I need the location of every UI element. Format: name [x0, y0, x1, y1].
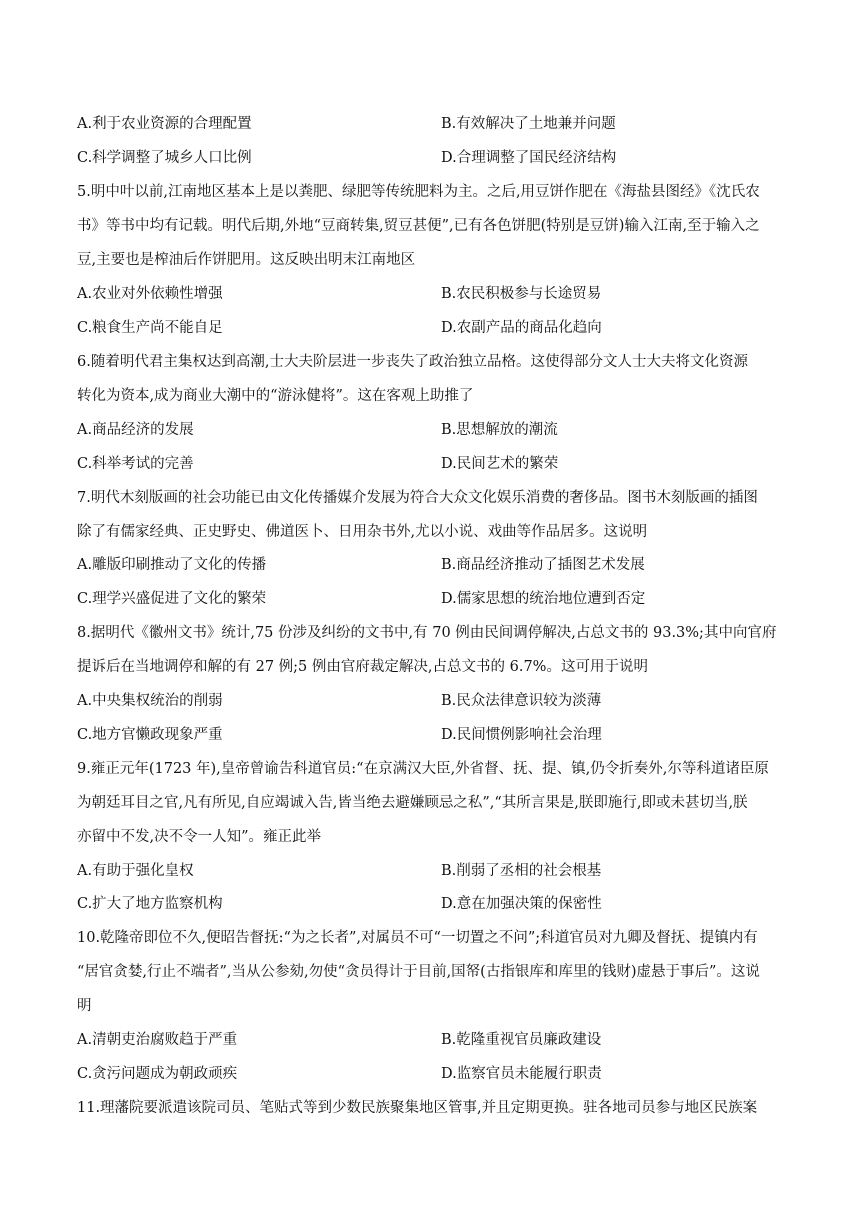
- option-c: C.粮食生产尚不能自足: [77, 320, 223, 336]
- option-c: C.地方官懒政现象严重: [77, 727, 223, 743]
- option-c: C.科举考试的完善: [77, 456, 194, 472]
- option-d: D.合理调整了国民经济结构: [441, 150, 617, 166]
- option-d: D.意在加强决策的保密性: [441, 896, 602, 912]
- question-stem-line: 除了有儒家经典、正史野史、佛道医卜、日用杂书外,尤以小说、戏曲等作品居多。这说明: [77, 524, 648, 540]
- option-a: A.雕版印刷推动了文化的传播: [77, 557, 267, 573]
- question-stem-line: 11.理藩院要派遣该院司员、笔贴式等到少数民族聚集地区管事,并且定期更换。驻各地司员参与地区民族案: [77, 1100, 758, 1116]
- option-a: A.农业对外依赖性增强: [77, 286, 223, 302]
- option-b: B.民众法律意识较为淡薄: [441, 693, 602, 709]
- option-c: C.理学兴盛促进了文化的繁荣: [77, 591, 267, 607]
- option-d: D.农副产品的商品化趋向: [441, 320, 602, 336]
- question-stem-line: 9.雍正元年(1723 年),皇帝曾谕告科道官员:“在京满汉大臣,外省督、抚、提、镇,仍令折奏外,尔等科道诸臣原: [77, 761, 769, 777]
- option-a: A.清朝吏治腐败趋于严重: [77, 1032, 238, 1048]
- option-a: A.有助于强化皇权: [77, 863, 194, 879]
- option-a: A.商品经济的发展: [77, 422, 194, 438]
- question-stem-line: 豆,主要也是榨油后作饼肥用。这反映出明末江南地区: [77, 252, 416, 268]
- option-d: D.民间惯例影响社会治理: [441, 727, 602, 743]
- question-stem-line: 7.明代木刻版画的社会功能已由文化传播媒介发展为符合大众文化娱乐消费的奢侈品。图书木刻版画的插图: [77, 490, 758, 506]
- question-stem-line: 亦留中不发,决不令一人知”。雍正此举: [77, 829, 322, 845]
- option-b: B.农民积极参与长途贸易: [441, 286, 602, 302]
- question-stem-line: 转化为资本,成为商业大潮中的“游泳健将”。这在客观上助推了: [77, 388, 474, 404]
- option-b: B.思想解放的潮流: [441, 422, 558, 438]
- question-stem-line: 书》等书中均有记载。明代后期,外地“豆商转集,贸豆甚便”,已有各色饼肥(特别是豆饼)输入江南,至于输入之: [77, 218, 760, 234]
- question-stem-line: 5.明中叶以前,江南地区基本上是以粪肥、绿肥等传统肥料为主。之后,用豆饼作肥在《海盐县图经》《沈氏农: [77, 184, 760, 200]
- option-b: B.削弱了丞相的社会根基: [441, 863, 602, 879]
- question-stem-line: 8.据明代《徽州文书》统计,75 份涉及纠纷的文书中,有 70 例由民间调停解决,占总文书的 93.3%;其中向官府: [77, 625, 777, 641]
- option-b: B.有效解决了土地兼并问题: [441, 116, 616, 132]
- option-c: C.扩大了地方监察机构: [77, 896, 223, 912]
- option-d: D.监察官员未能履行职责: [441, 1066, 602, 1082]
- question-stem-line: 为朝廷耳目之官,凡有所见,自应竭诚入告,皆当绝去避嫌顾忌之私”,“其所言果是,朕即施行,即或未甚切当,朕: [77, 795, 748, 811]
- option-b: B.商品经济推动了插图艺术发展: [441, 557, 645, 573]
- option-c: C.科学调整了城乡人口比例: [77, 150, 252, 166]
- question-stem-line: 6.随着明代君主集权达到高潮,士大夫阶层进一步丧失了政治独立品格。这使得部分文人士大夫将文化资源: [77, 354, 748, 370]
- question-stem-line: “居官贪婪,行止不端者”,当从公参劾,勿使“贪员得计于目前,国帑(古指银库和库里的钱财)虚悬于事后”。这说: [77, 964, 760, 980]
- option-d: D.儒家思想的统治地位遭到否定: [441, 591, 646, 607]
- option-a: A.利于农业资源的合理配置: [77, 116, 252, 132]
- option-c: C.贪污问题成为朝政顽疾: [77, 1066, 238, 1082]
- question-stem-line: 10.乾隆帝即位不久,便昭告督抚:“为之长者”,对属员不可“一切置之不问”;科道官员对九卿及督抚、提镇内有: [77, 930, 758, 946]
- question-stem-line: 明: [77, 998, 92, 1014]
- option-a: A.中央集权统治的削弱: [77, 693, 223, 709]
- question-stem-line: 提诉后在当地调停和解的有 27 例;5 例由官府裁定解决,占总文书的 6.7%。这可用于说明: [77, 659, 648, 675]
- option-d: D.民间艺术的繁荣: [441, 456, 559, 472]
- option-b: B.乾隆重视官员廉政建设: [441, 1032, 602, 1048]
